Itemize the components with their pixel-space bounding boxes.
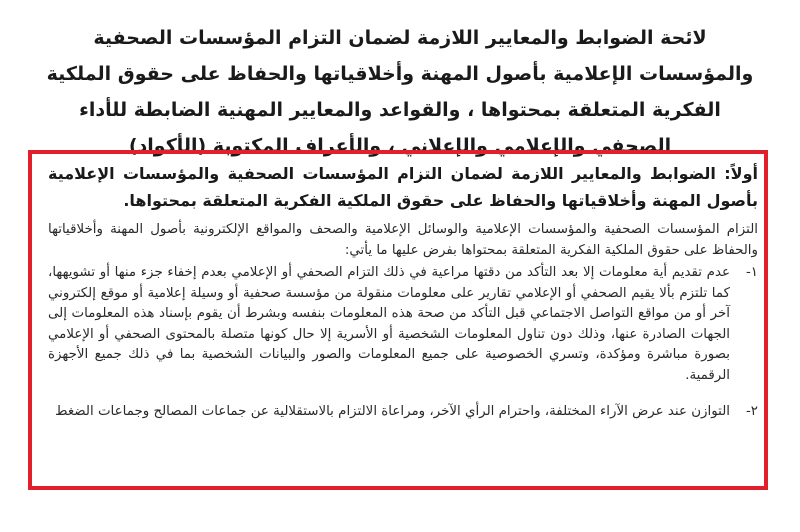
- list-item: [48, 402, 758, 423]
- section-intro: التزام المؤسسات الصحفية والمؤسسات الإعلامية والوسائل الإعلامية والصحف والمواقع الإلكترونية بأصول المهنة وأخلاقياتها والحفاظ على حقوق الملكية الفكرية المتعلقة بمحتواها بفرض عليها ما يأتي:: [48, 222, 758, 258]
- list-item-text: عدم تقديم أية معلومات إلا بعد التأكد من دقتها مراعية في ذلك التزام الصحفي أو الإعلامي بعدم إخفاء جزء منها أو تشويهها، كما تلتزم بألا يقيم الصحفي أو الإعلامي تقارير على معلومات منقولة من مؤسسة صحفية أو وسيلة إعلامية أو موقع إلكتروني آخر أو من مواقع التواصل الاجتماعي قبل التأكد من صحة هذه المعلومات بنفسه وبشرط أن يقوم بإسناد هذه المعلومات إلى الجهات الصادرة عنها، وذلك دون تناول المعلومات الشخصية أو الأسرية إلا حال كونها متصلة بالمحتوى الصحفي أو الإعلامي بصورة مباشرة ومؤكدة، وتسري الخصوصية على جميع المعلومات والصور والبيانات الشخصية بما في ذلك جميع الأجهزة الرقمية.: [48, 265, 730, 383]
- list-item-number: ١-: [745, 265, 758, 280]
- requirements-list: [48, 263, 758, 423]
- list-item-text: التوازن عند عرض الآراء المختلفة، واحترام الرأي الآخر، ومراعاة الالتزام بالاستقلالية عن جماعات المصالح وجماعات الضغط: [55, 404, 730, 419]
- section-one: [48, 160, 758, 423]
- list-item: [48, 263, 758, 386]
- document-title: لائحة الضوابط والمعايير اللازمة لضمان التزام المؤسسات الصحفية والمؤسسات الإعلامية بأصول المهنة وأخلاقياتها والحفاظ على حقوق الملكية الفكرية المتعلقة بمحتواها ، والقواعد والمعايير المهنية الضابطة للأداء الصحفي والإعلامي والإعلاني ، والأعراف المكتوبة (الأكواد): [46, 27, 754, 157]
- section-heading: أولاً: الضوابط والمعايير اللازمة لضمان التزام المؤسسات الصحفية والمؤسسات الإعلامية بأصول المهنة وأخلاقياتها والحفاظ على حقوق الملكية الفكرية المتعلقة بمحتواها.: [48, 164, 758, 210]
- list-item-number: ٢-: [745, 404, 758, 419]
